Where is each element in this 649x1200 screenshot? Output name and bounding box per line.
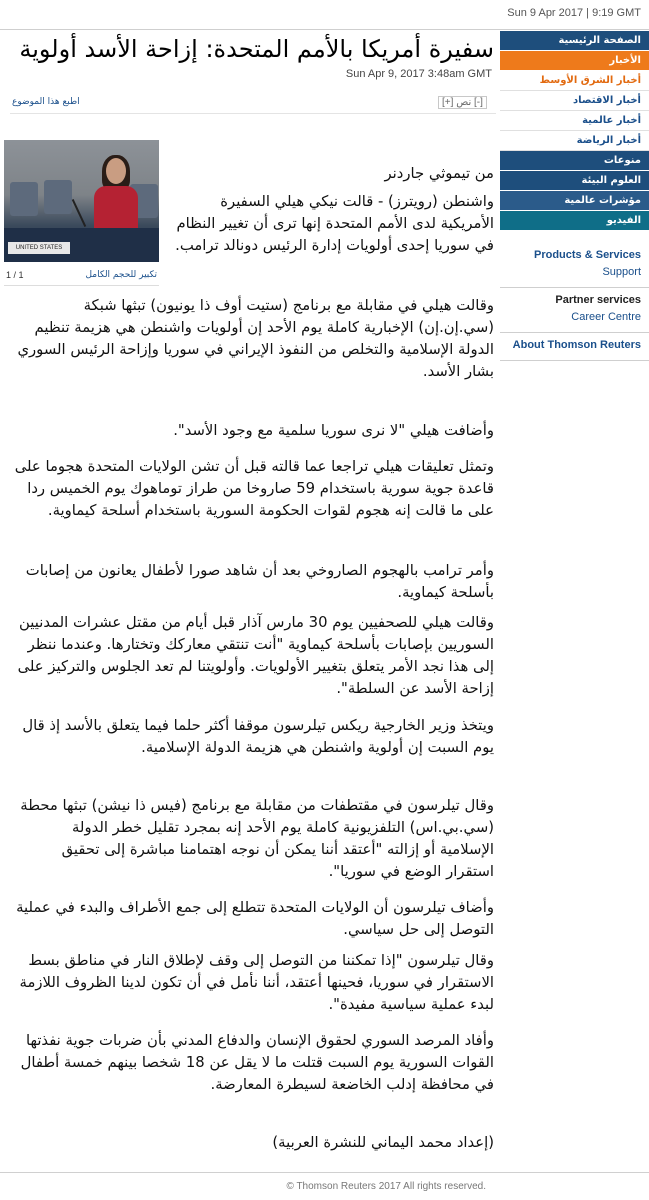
font-size-toggle[interactable]: [+] نص [-] — [438, 96, 487, 109]
article-tools — [10, 92, 496, 114]
products-services-link[interactable]: Products & Services — [534, 249, 641, 261]
enlarge-photo-link[interactable]: تكبير للحجم الكامل — [85, 270, 157, 280]
article-byline: من تيموثي جاردنر — [384, 165, 494, 182]
support-link[interactable]: Support — [602, 266, 641, 278]
nav-variety[interactable]: منوعات — [500, 151, 649, 171]
article-paragraph: وأمر ترامب بالهجوم الصاروخي بعد أن شاهد صورا لأطفال يعانون من إصابات بأسلحة كيماوية. — [25, 562, 494, 601]
article-paragraph: ويتخذ وزير الخارجية ريكس تيلرسون موقفا أكثر حلما فيما يتعلق بالأسد إذ قال يوم السبت إن أولوية واشنطن هي هزيمة الدولة الإسلامية. — [22, 717, 494, 756]
article-paragraph: وأضافت هيلي "لا نرى سوريا سلمية مع وجود الأسد". — [173, 422, 494, 439]
article-paragraph: وقال تيلرسون "إذا تمكننا من التوصل إلى وقف لإطلاق النار في مناطق بسط الاستقرار في سوريا، فحينها أعتقد، أننا نأمل في أن تكون لدينا الظروف اللازمة لبدء عملية سياسية مفيدة". — [19, 952, 494, 1013]
font-size-control[interactable] — [438, 96, 487, 109]
footer — [0, 1172, 649, 1192]
article-paragraph: وتمثل تعليقات هيلي تراجعا عما قالته قبل أن تشن الولايات المتحدة هجوما على قاعدة جوية سورية باستخدام 59 صاروخا من طراز توماهوك يوم الخميس ردا على ما قالت إنه هجوم لقوات الحكومة السورية باستخدام أسلحة كيماوية. — [14, 458, 494, 519]
article-main — [10, 30, 496, 114]
nav-economy-news[interactable]: أخبار الاقتصاد — [500, 91, 649, 111]
article-credit: (إعداد محمد اليماني للنشرة العربية) — [272, 1134, 494, 1151]
article-paragraph: وأفاد المرصد السوري لحقوق الإنسان والدفاع المدني بأن ضربات جوية نفذتها القوات السورية يوم السبت قتلت ما لا يقل عن 18 شخصا بينهم خمسة أطفال في محافظة إدلب الخاضعة لسيطرة المعارضة. — [20, 1032, 494, 1093]
nav-world-news[interactable]: أخبار عالمية — [500, 111, 649, 131]
top-bar — [0, 0, 649, 30]
nav-sports-news[interactable]: أخبار الرياضة — [500, 131, 649, 151]
nav-science-environment[interactable]: العلوم البيئة — [500, 171, 649, 191]
article-photo-box — [4, 140, 159, 286]
sidebar — [500, 31, 649, 361]
career-centre-link[interactable]: Career Centre — [571, 311, 641, 323]
article-paragraph: واشنطن (رويترز) - قالت نيكي هيلي السفيرة الأمريكية لدى الأمم المتحدة إنها ترى أن تغيير النظام في سوريا إحدى أولويات إدارة الرئيس دونالد ترامب. — [175, 193, 494, 254]
copyright-text: © Thomson Reuters 2017 All rights reserved. — [286, 1181, 486, 1192]
delegation-sign: UNITED STATES — [8, 242, 70, 254]
article-paragraph: وقالت هيلي للصحفيين يوم 30 مارس آذار قبل أيام من مقتل عشرات المدنيين السوريين بإصابات بأسلحة كيماوية "أنت تنتقي معاركك وتختارها. وعندما ننظر إلى هذا نجد الأمر يتعلق بتغيير الأولويات. وأولويتنا لم تعد الجلوس والتركيز على إزاحة الأسد عن السلطة". — [17, 614, 494, 697]
article-headline: سفيرة أمريكا بالأمم المتحدة: إزاحة الأسد أولوية — [19, 35, 494, 63]
nav-middle-east-news[interactable]: أخبار الشرق الأوسط — [500, 71, 649, 91]
article-dateline: Sun Apr 9, 2017 3:48am GMT — [345, 68, 492, 80]
photo-counter: 1 / 1 — [6, 270, 24, 280]
products-block — [500, 243, 649, 288]
sidebar-services — [500, 243, 649, 361]
nav-video[interactable]: الفيديو — [500, 211, 649, 231]
nav-home[interactable]: الصفحة الرئيسية — [500, 31, 649, 51]
article-photo[interactable] — [4, 140, 159, 262]
article-paragraph: وقالت هيلي في مقابلة مع برنامج (ستيت أوف ذا يونيون) تبثها شبكة (سي.إن.إن) الإخبارية كاملة يوم الأحد إن أولويات واشنطن هي هزيمة تنظيم الدولة الإسلامية والتخلص من النفوذ الإيراني في سوريا وإزاحة الرئيس السوري بشار الأسد. — [17, 297, 494, 380]
article-paragraph: وأضاف تيلرسون أن الولايات المتحدة تتطلع إلى جمع الأطراف والبدء في عملية التوصل إلى حل سياسي. — [16, 899, 494, 938]
partner-block — [500, 288, 649, 333]
nav-news[interactable]: الأخبار — [500, 51, 649, 71]
current-date: Sun 9 Apr 2017 | 9:19 GMT — [507, 7, 641, 19]
nav-world-indices[interactable]: مؤشرات عالمية — [500, 191, 649, 211]
article-paragraph: وقال تيلرسون في مقتطفات من مقابلة مع برنامج (فيس ذا نيشن) تبثها محطة (سي.بي.اس) التلفزيونية كاملة يوم الأحد إنه بمجرد تقليل خطر الدولة الإسلامية أو إزالته "أعتقد أننا يمكن أن نوجه اهتمامنا مباشرة إلى تحقيق استقرار الوضع في سوريا". — [20, 797, 494, 880]
photo-caption-row — [4, 266, 159, 286]
about-block — [500, 333, 649, 361]
print-article-link[interactable]: اطبع هذا الموضوع — [12, 97, 80, 107]
partner-services-heading: Partner services — [555, 294, 641, 306]
about-thomson-reuters-link[interactable]: About Thomson Reuters — [512, 339, 641, 351]
